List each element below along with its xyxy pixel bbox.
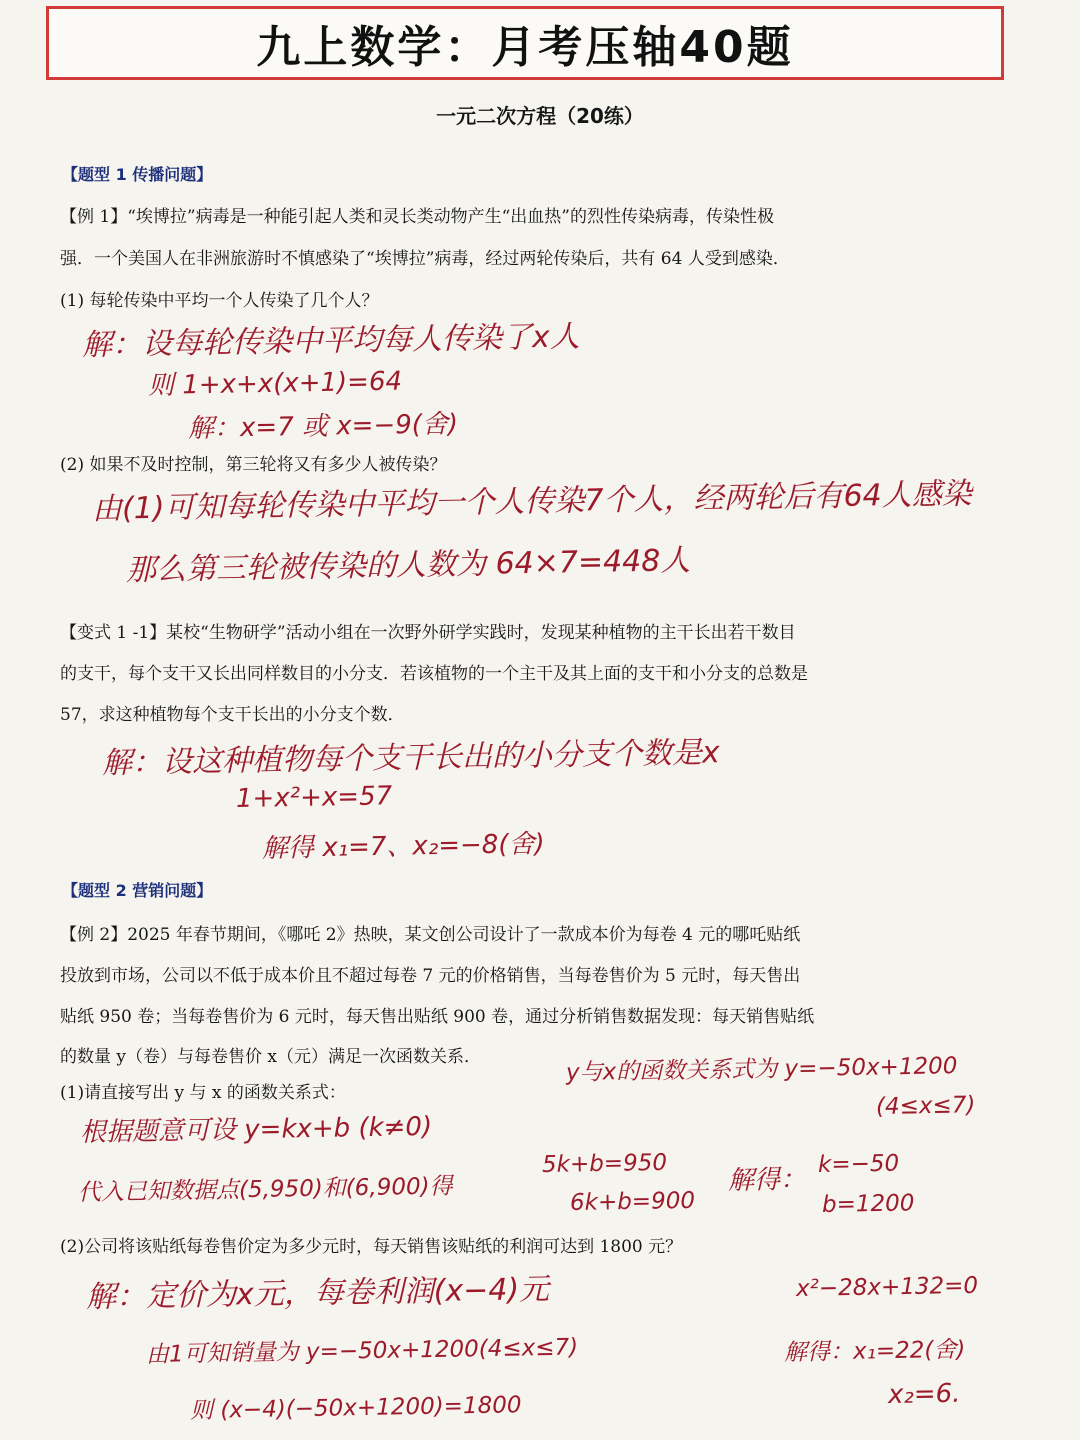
example2-answer2-line3: 则 (x−4)(−50x+1200)=1800 — [189, 1392, 522, 1424]
example2-answer1-system2: 6k+b=900 — [569, 1187, 696, 1216]
variant1-answer-line3: 解得 x₁=7、x₂=−8(舍) — [261, 829, 545, 864]
example2-answer1-solution1: k=−50 — [817, 1150, 900, 1178]
example2-answer1-right1: y与x的函数关系式为 y=−50x+1200 — [565, 1053, 958, 1086]
example2-answer1-line2: 代入已知数据点(5,950)和(6,900)得 — [77, 1173, 453, 1206]
title-box — [46, 6, 1004, 80]
example2-answer1-right2: (4≤x≤7) — [875, 1092, 976, 1120]
example2-q2: (2)公司将该贴纸每卷售价定为多少元时，每天销售该贴纸的利润可达到 1800 元？ — [60, 1237, 683, 1257]
example2-q1: (1)请直接写出 y 与 x 的函数关系式： — [60, 1083, 346, 1103]
example1-q2: (2) 如果不及时控制，第三轮将又有多少人被传染？ — [60, 455, 447, 475]
example2-answer2-right2: 解得：x₁=22(舍) — [783, 1336, 966, 1366]
example2-answer1-system1: 5k+b=950 — [541, 1149, 668, 1178]
example1-line1: 【例 1】“埃博拉”病毒是一种能引起人类和灵长类动物产生“出血热”的烈性传染病毒，传染性极 — [60, 207, 774, 227]
example1-answer1-line1: 解：设每轮传染中平均每人传染了x人 — [81, 319, 581, 363]
example2-answer2-line1: 解：定价为x元，每卷利润(x−4)元 — [85, 1271, 550, 1315]
example2-answer1-line1: 根据题意可设 y=kx+b (k≠0) — [79, 1111, 433, 1148]
page-subtitle: 一元二次方程（20练） — [436, 104, 644, 128]
example2-line2: 投放到市场，公司以不低于成本价且不超过每卷 7 元的价格销售，当每卷售价为 5 元时，每天售出 — [60, 966, 801, 986]
example2-line3: 贴纸 950 卷；当每卷售价为 6 元时，每天售出贴纸 900 卷，通过分析销售数据发现：每天销售贴纸 — [60, 1007, 815, 1027]
section2-type-label: 【题型 2 营销问题】 — [62, 881, 213, 900]
example1-answer2-line1: 由(1)可知每轮传染中平均一个人传染7个人，经两轮后有64人感染 — [91, 476, 972, 527]
example2-answer1-solution2: b=1200 — [821, 1190, 915, 1218]
variant1-line2: 的支干，每个支干又长出同样数目的小分支．若该植物的一个主干及其上面的支干和小分支的总数是 — [60, 664, 808, 684]
example1-q1: (1) 每轮传染中平均一个人传染了几个人？ — [60, 291, 379, 311]
example1-answer2-line2: 那么第三轮被传染的人数为 64×7=448人 — [125, 543, 691, 588]
example1-answer1-line2: 则 1+x+x(x+1)=64 — [147, 366, 403, 401]
example2-answer2-right3: x₂=6. — [887, 1378, 961, 1410]
section1-type-label: 【题型 1 传播问题】 — [62, 165, 213, 184]
variant1-answer-line2: 1+x²+x=57 — [235, 781, 393, 814]
variant1-line3: 57，求这种植物每个支干长出的小分支个数． — [60, 705, 405, 725]
variant1-line1: 【变式 1 -1】某校“生物研学”活动小组在一次野外研学实践时，发现某种植物的主干长出若干数目 — [60, 623, 796, 643]
variant1-answer-line1: 解：设这种植物每个支干长出的小分支个数是x — [101, 735, 721, 781]
page-title: 九上数学：月考压轴40题 — [256, 22, 794, 73]
example2-line4: 的数量 y（卷）与每卷售价 x（元）满足一次函数关系． — [60, 1047, 481, 1067]
example2-answer1-solve-label: 解得： — [727, 1164, 807, 1196]
example2-answer2-line2: 由1可知销量为 y=−50x+1200(4≤x≤7) — [145, 1334, 579, 1368]
example2-answer2-right1: x²−28x+132=0 — [795, 1272, 979, 1302]
example2-line1: 【例 2】2025 年春节期间，《哪吒 2》热映，某文创公司设计了一款成本价为每卷 4 元的哪吒贴纸 — [60, 925, 801, 945]
example1-answer1-line3: 解：x=7 或 x=−9(舍) — [187, 409, 459, 444]
example1-line2: 强．一个美国人在非洲旅游时不慎感染了“埃博拉”病毒，经过两轮传染后，共有 64 人受到感染． — [60, 249, 790, 269]
